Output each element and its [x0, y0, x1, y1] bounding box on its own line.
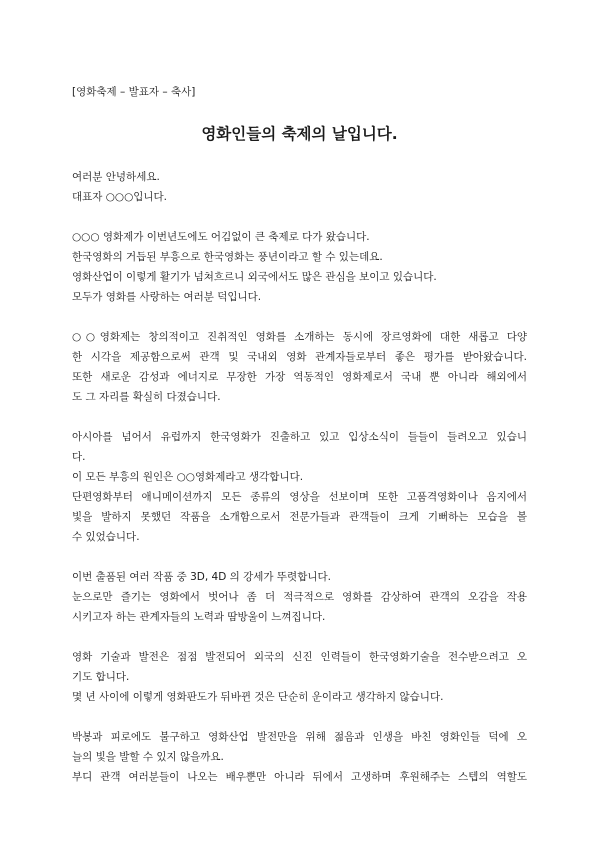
paragraph-line: 이번 출품된 여러 작품 중 3D, 4D 의 강세가 뚜렷합니다. — [72, 571, 331, 583]
paragraph — [72, 427, 527, 547]
paragraph-line: 박봉과 피로에도 불구하고 영화산업 발전만을 위해 젊음과 인생을 바친 영화인들 덕에 오 — [72, 731, 527, 743]
paragraph-line: 영화 기술과 발전은 점점 발전되어 외국의 신진 인력들이 한국영화기술을 전수받으려고 오 — [72, 651, 527, 663]
paragraph-line: 수 있었습니다. — [72, 531, 140, 543]
paragraph-line: 대표자 ○○○입니다. — [72, 191, 168, 203]
paragraph-line: 영화산업이 이렇게 활기가 넘쳐흐르니 외국에서도 많은 관심을 보이고 있습니다. — [72, 271, 437, 283]
paragraph-line: 한 시각을 제공함으로써 관객 및 국내외 영화 관계자들로부터 좋은 평가를 받아왔습니다. — [72, 351, 527, 363]
paragraph-line: 아시아를 넘어서 유럽까지 한국영화가 진출하고 있고 입상소식이 들들이 들려오고 있습니 — [72, 431, 527, 443]
paragraph-line: 빛을 발하지 못했던 작품을 소개함으로서 전문가들과 관객들이 크게 기뻐하는 모습을 볼 — [72, 511, 527, 523]
paragraph-line: 모두가 영화를 사랑하는 여러분 덕입니다. — [72, 291, 262, 303]
paragraph-line: 기도 합니다. — [72, 671, 130, 683]
paragraph-line: 이 모든 부흥의 원인은 ○○영화제라고 생각합니다. — [72, 471, 304, 483]
paragraph-line: 한국영화의 거듭된 부흥으로 한국영화는 풍년이라고 할 수 있는데요. — [72, 251, 383, 263]
paragraph-line: 부디 관객 여러분들이 나오는 배우뿐만 아니라 뒤에서 고생하며 후원해주는 스텝의 역할도 — [72, 771, 527, 783]
paragraph-line: 눈으로만 즐기는 영화에서 벗어나 좀 더 적극적으로 영화를 감상하여 관객의 오감을 작용 — [72, 591, 527, 603]
paragraph-line: 또한 새로운 감성과 에너지로 무장한 가장 역동적인 영화제로서 국내 뿐 아니라 해외에서 — [72, 371, 527, 383]
paragraph-line: 단편영화부터 애니메이션까지 모든 종류의 영상을 선보이며 또한 고품격영화이나 음지에서 — [72, 491, 527, 503]
body-text — [72, 167, 527, 787]
paragraph — [72, 167, 527, 207]
header-tag: [영화축제 – 발표자 – 축사] — [72, 86, 196, 98]
paragraph — [72, 727, 527, 787]
document-title: 영화인들의 축제의 날입니다. — [201, 125, 398, 143]
paragraph-line: 시키고자 하는 관계자들의 노력과 땀방울이 느껴집니다. — [72, 611, 326, 623]
paragraph — [72, 227, 527, 307]
paragraph-line: 도 그 자리를 확실히 다졌습니다. — [72, 391, 221, 403]
paragraph — [72, 647, 527, 707]
paragraph-line: 늘의 빛을 발할 수 있지 않을까요. — [72, 751, 224, 763]
paragraph-line: ○○영화제는 창의적이고 진취적인 영화를 소개하는 동시에 장르영화에 대한 새롭고 다양 — [72, 331, 527, 343]
paragraph-line: 여러분 안녕하세요. — [72, 171, 160, 183]
paragraph-line: 몇 년 사이에 이렇게 영화판도가 뒤바뀐 것은 단순히 운이라고 생각하지 않습니다. — [72, 691, 444, 703]
paragraph — [72, 567, 527, 627]
paragraph-line: ○○○ 영화제가 이번년도에도 어김없이 큰 축제로 다가 왔습니다. — [72, 231, 370, 243]
paragraph — [72, 327, 527, 407]
paragraph-line: 다. — [72, 451, 86, 463]
